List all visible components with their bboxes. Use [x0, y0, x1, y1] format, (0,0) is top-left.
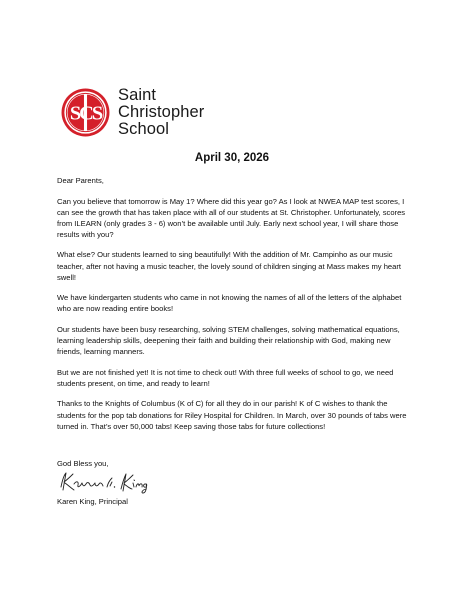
handwritten-signature	[57, 469, 157, 495]
letter-date: April 30, 2026	[194, 152, 270, 164]
paragraph-1: Can you believe that tomorrow is May 1? Where did this year go? As I look at NWEA MAP test scores, I can see the growth that has taken place with all of our students at St. Christopher. Unfortunately, scores from ILEARN (only grades 3 - 6) won’t be available until July. Early next school year, I will share those results with you?	[57, 196, 406, 239]
paragraph-4: Our students have been busy researching, solving STEM challenges, solving mathematical equations, learning leadership skills, deepening their faith and building their relationship with God, making new friends, learning manners.	[57, 324, 400, 357]
school-name-line-3: School	[118, 120, 170, 138]
closing: God Bless you,	[57, 459, 109, 468]
paragraph-2: What else? Our students learned to sing beautifully! With the addition of Mr. Campinho as our music teacher, after not having a music teacher, the lovely sound of children singing at Mass makes my heart swell!	[57, 250, 402, 282]
school-name-line-2: Christopher	[118, 103, 205, 121]
letter-body	[57, 175, 409, 441]
paragraph-5: But we are not finished yet! It is not time to check out! With three full weeks of school to go, we need students present, on time, and ready to learn!	[57, 367, 394, 388]
signer-name: Karen King, Principal	[57, 497, 128, 506]
salutation: Dear Parents,	[57, 176, 104, 185]
paragraph-6: Thanks to the Knights of Columbus (K of C) for all they do in our parish! K of C wishes to thank the students for the pop tab donations for Riley Hospital for Children. In March, over 30 pounds of tabs were turned in. That’s over 50,000 tabs! Keep saving those tabs for future collections!	[57, 399, 407, 431]
school-name-line-1: Saint	[118, 86, 157, 104]
school-seal-logo	[60, 87, 111, 138]
school-name	[118, 87, 204, 138]
svg-text:SCS: SCS	[69, 102, 102, 125]
letterhead	[60, 87, 204, 138]
paragraph-3: We have kindergarten students who came in not knowing the names of all of the letters of the alphabet who are now reading entire books!	[57, 293, 402, 314]
